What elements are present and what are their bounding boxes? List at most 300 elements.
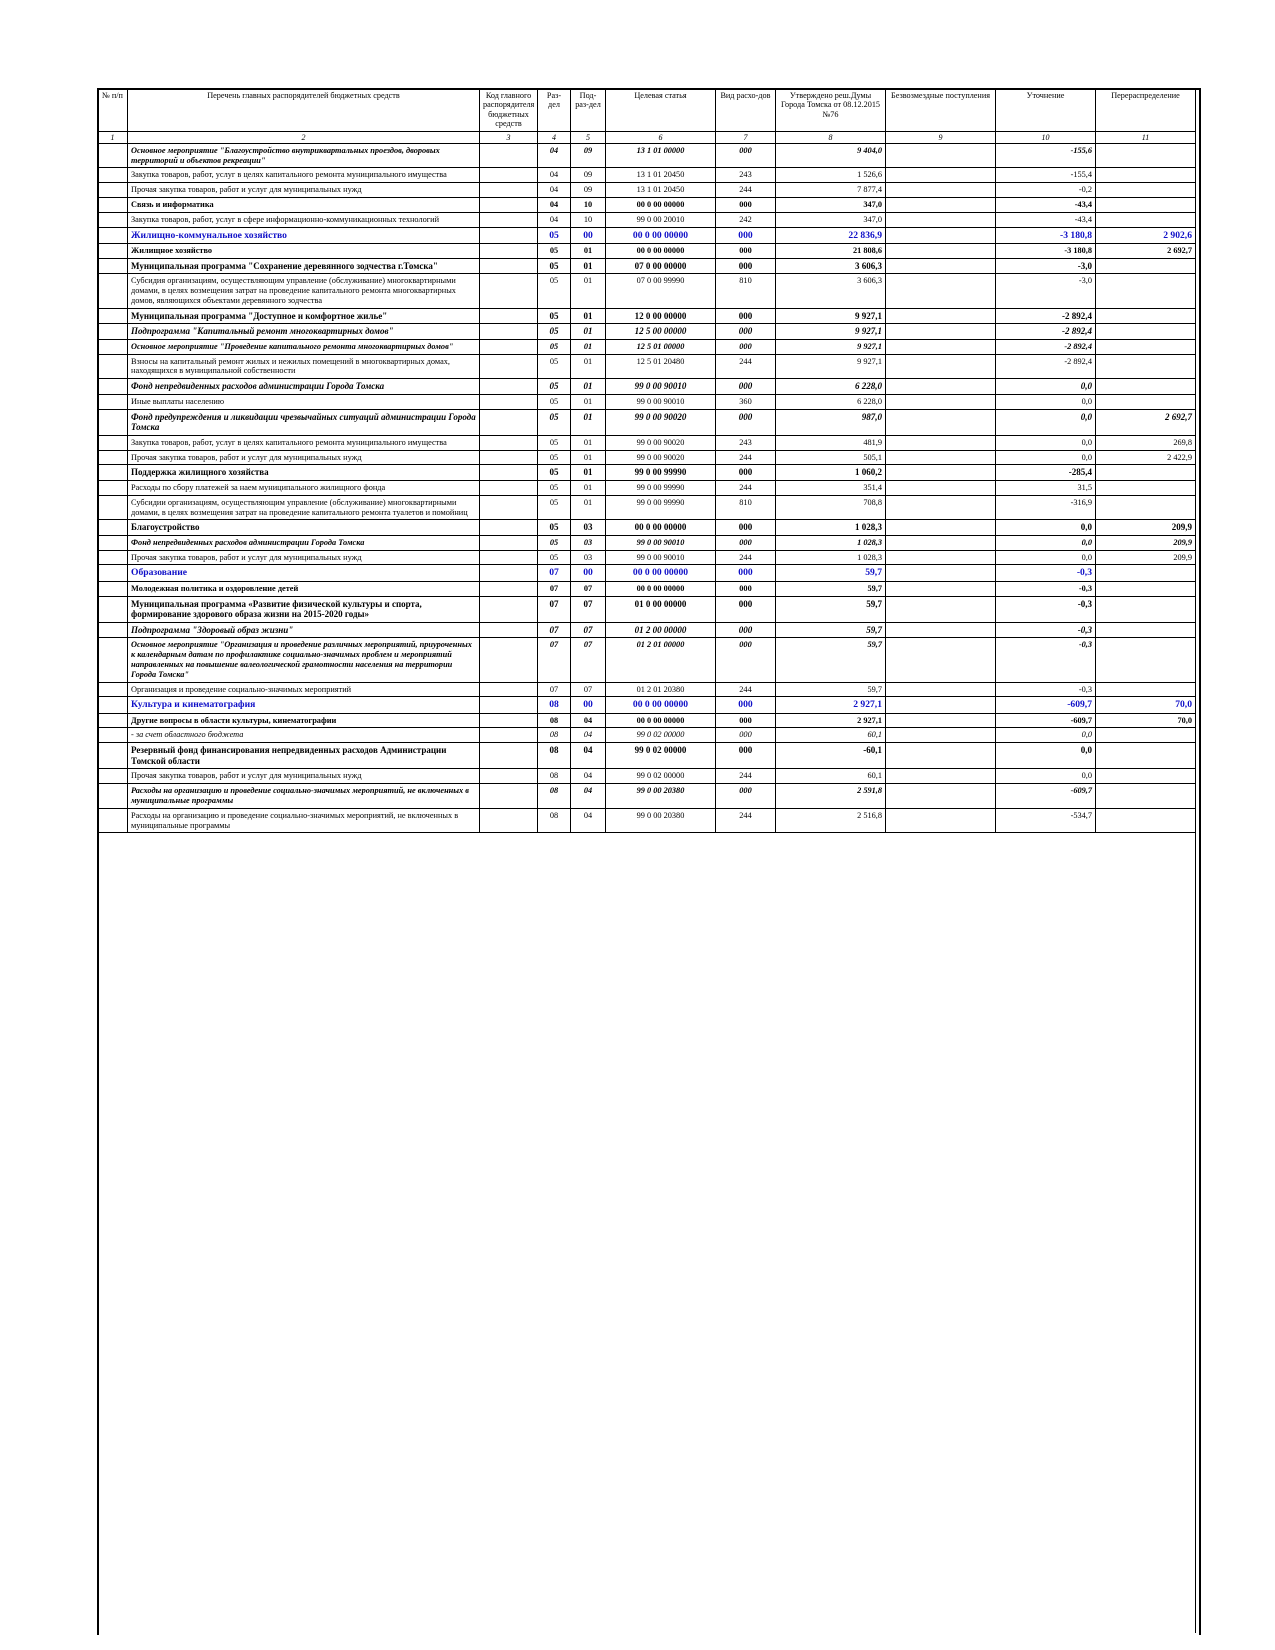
- cell-razdel: 05: [538, 435, 571, 450]
- cell-vid-rashodov: 000: [716, 465, 776, 481]
- cell-number: [98, 495, 128, 520]
- cell-kod: [480, 743, 538, 769]
- cell-utochnenie: -609,7: [996, 784, 1096, 809]
- cell-podrazdel: 10: [571, 198, 606, 213]
- cell-vid-rashodov: 000: [716, 258, 776, 274]
- cell-podrazdel: 01: [571, 258, 606, 274]
- cell-podrazdel: 03: [571, 520, 606, 536]
- cell-utverzhdeno: -60,1: [776, 743, 886, 769]
- cell-pereraspredelenie: 2 692,7: [1096, 409, 1196, 435]
- cell-number: [98, 274, 128, 308]
- cell-utochnenie: -0,3: [996, 596, 1096, 622]
- cell-pereraspredelenie: [1096, 480, 1196, 495]
- cell-bezvozmezdnye: [886, 638, 996, 682]
- cell-expense-name: Фонд предупреждения и ликвидации чрезвычайных ситуаций администрации Города Томска: [128, 409, 480, 435]
- cell-number: [98, 713, 128, 728]
- cell-kod: [480, 143, 538, 168]
- cell-expense-name: Расходы по сбору платежей за наем муниципального жилищного фонда: [128, 480, 480, 495]
- cell-kod: [480, 550, 538, 565]
- cell-pereraspredelenie: 209,9: [1096, 550, 1196, 565]
- cell-kod: [480, 379, 538, 395]
- cell-kod: [480, 495, 538, 520]
- cell-bezvozmezdnye: [886, 480, 996, 495]
- cell-razdel: 04: [538, 143, 571, 168]
- cell-bezvozmezdnye: [886, 713, 996, 728]
- cell-celevaya-statya: 99 0 02 00000: [606, 769, 716, 784]
- cell-utochnenie: -0,3: [996, 622, 1096, 638]
- cell-expense-name: Прочая закупка товаров, работ и услуг для муниципальных нужд: [128, 769, 480, 784]
- cell-celevaya-statya: 99 0 00 20380: [606, 808, 716, 833]
- cell-podrazdel: 01: [571, 495, 606, 520]
- cell-razdel: 05: [538, 495, 571, 520]
- table-row: [98, 565, 1196, 581]
- cell-number: [98, 480, 128, 495]
- cell-utochnenie: 0,0: [996, 535, 1096, 550]
- cell-number: [98, 550, 128, 565]
- cell-number: [98, 465, 128, 481]
- table-row: [98, 243, 1196, 258]
- cell-pereraspredelenie: [1096, 198, 1196, 213]
- cell-expense-name: Основное мероприятие "Благоустройство внутриквартальных проездов, дворовых территорий и объектов рекреации": [128, 143, 480, 168]
- cell-bezvozmezdnye: [886, 622, 996, 638]
- cell-pereraspredelenie: [1096, 596, 1196, 622]
- cell-pereraspredelenie: [1096, 339, 1196, 354]
- cell-bezvozmezdnye: [886, 808, 996, 833]
- cell-utochnenie: -0,3: [996, 565, 1096, 581]
- cell-vid-rashodov: 000: [716, 581, 776, 596]
- cell-utochnenie: -155,6: [996, 143, 1096, 168]
- cell-vid-rashodov: 243: [716, 168, 776, 183]
- cell-number: [98, 697, 128, 713]
- table-right-margin-line: [1195, 88, 1196, 1633]
- cell-utochnenie: 31,5: [996, 480, 1096, 495]
- cell-kod: [480, 713, 538, 728]
- cell-celevaya-statya: 99 0 02 00000: [606, 728, 716, 743]
- table-row: [98, 354, 1196, 379]
- cell-utverzhdeno: 9 927,1: [776, 339, 886, 354]
- cell-number: [98, 638, 128, 682]
- cell-podrazdel: 01: [571, 435, 606, 450]
- cell-utverzhdeno: 505,1: [776, 450, 886, 465]
- cell-pereraspredelenie: [1096, 769, 1196, 784]
- cell-pereraspredelenie: [1096, 324, 1196, 340]
- cell-pereraspredelenie: [1096, 168, 1196, 183]
- cell-pereraspredelenie: [1096, 808, 1196, 833]
- cell-podrazdel: 07: [571, 622, 606, 638]
- cell-razdel: 04: [538, 198, 571, 213]
- cell-pereraspredelenie: [1096, 354, 1196, 379]
- cell-kod: [480, 243, 538, 258]
- cell-expense-name: - за счет областного бюджета: [128, 728, 480, 743]
- cell-bezvozmezdnye: [886, 168, 996, 183]
- cell-celevaya-statya: 00 0 00 00000: [606, 697, 716, 713]
- cell-celevaya-statya: 99 0 00 20380: [606, 784, 716, 809]
- table-row: [98, 465, 1196, 481]
- table-row: [98, 581, 1196, 596]
- cell-expense-name: Прочая закупка товаров, работ и услуг для муниципальных нужд: [128, 450, 480, 465]
- cell-utverzhdeno: 59,7: [776, 638, 886, 682]
- table-row: [98, 808, 1196, 833]
- cell-expense-name: Муниципальная программа «Развитие физической культуры и спорта, формирование здорового образа жизни на 2015-2020 годы»: [128, 596, 480, 622]
- cell-kod: [480, 168, 538, 183]
- cell-celevaya-statya: 00 0 00 00000: [606, 581, 716, 596]
- cell-utochnenie: -43,4: [996, 212, 1096, 227]
- cell-vid-rashodov: 000: [716, 784, 776, 809]
- cell-number: [98, 743, 128, 769]
- header-cell-pereraspredelenie: Перераспределение: [1096, 89, 1196, 132]
- cell-celevaya-statya: 01 0 00 00000: [606, 596, 716, 622]
- cell-number: [98, 198, 128, 213]
- cell-podrazdel: 01: [571, 394, 606, 409]
- cell-celevaya-statya: 99 0 00 90010: [606, 550, 716, 565]
- cell-pereraspredelenie: [1096, 308, 1196, 324]
- cell-kod: [480, 212, 538, 227]
- table-row: [98, 622, 1196, 638]
- cell-pereraspredelenie: 209,9: [1096, 535, 1196, 550]
- cell-utochnenie: -3 180,8: [996, 243, 1096, 258]
- cell-razdel: 05: [538, 465, 571, 481]
- cell-podrazdel: 09: [571, 183, 606, 198]
- header-cell-name: Перечень главных распорядителей бюджетных средств: [128, 89, 480, 132]
- table-row: [98, 258, 1196, 274]
- cell-vid-rashodov: 000: [716, 339, 776, 354]
- cell-pereraspredelenie: [1096, 638, 1196, 682]
- cell-utverzhdeno: 59,7: [776, 622, 886, 638]
- cell-razdel: 05: [538, 520, 571, 536]
- cell-celevaya-statya: 12 5 00 00000: [606, 324, 716, 340]
- table-row: [98, 495, 1196, 520]
- cell-kod: [480, 596, 538, 622]
- cell-utverzhdeno: 9 927,1: [776, 324, 886, 340]
- cell-utochnenie: 0,0: [996, 450, 1096, 465]
- cell-bezvozmezdnye: [886, 354, 996, 379]
- budget-table: [97, 88, 1196, 833]
- cell-expense-name: Закупка товаров, работ, услуг в целях капитального ремонта муниципального имущества: [128, 168, 480, 183]
- cell-razdel: 07: [538, 622, 571, 638]
- cell-utochnenie: 0,0: [996, 743, 1096, 769]
- colnum-3: 3: [480, 131, 538, 143]
- cell-razdel: 05: [538, 535, 571, 550]
- cell-utverzhdeno: 347,0: [776, 198, 886, 213]
- table-body: [98, 143, 1196, 832]
- table-row: [98, 480, 1196, 495]
- cell-number: [98, 409, 128, 435]
- cell-podrazdel: 01: [571, 339, 606, 354]
- cell-kod: [480, 339, 538, 354]
- cell-podrazdel: 04: [571, 743, 606, 769]
- cell-kod: [480, 808, 538, 833]
- cell-celevaya-statya: 99 0 02 00000: [606, 743, 716, 769]
- cell-pereraspredelenie: [1096, 743, 1196, 769]
- table-row: [98, 638, 1196, 682]
- cell-kod: [480, 227, 538, 243]
- cell-utverzhdeno: 2 591,8: [776, 784, 886, 809]
- cell-celevaya-statya: 99 0 00 90010: [606, 535, 716, 550]
- cell-celevaya-statya: 00 0 00 00000: [606, 198, 716, 213]
- cell-celevaya-statya: 12 0 00 00000: [606, 308, 716, 324]
- cell-razdel: 07: [538, 638, 571, 682]
- colnum-1: 1: [98, 131, 128, 143]
- cell-podrazdel: 07: [571, 596, 606, 622]
- cell-expense-name: Фонд непредвиденных расходов администрации Города Томска: [128, 379, 480, 395]
- cell-kod: [480, 465, 538, 481]
- colnum-10: 10: [996, 131, 1096, 143]
- cell-vid-rashodov: 810: [716, 495, 776, 520]
- cell-celevaya-statya: 00 0 00 00000: [606, 243, 716, 258]
- cell-razdel: 05: [538, 227, 571, 243]
- cell-bezvozmezdnye: [886, 308, 996, 324]
- table-header: [98, 89, 1196, 144]
- cell-number: [98, 339, 128, 354]
- cell-razdel: 05: [538, 450, 571, 465]
- cell-bezvozmezdnye: [886, 769, 996, 784]
- cell-pereraspredelenie: 70,0: [1096, 697, 1196, 713]
- cell-pereraspredelenie: [1096, 565, 1196, 581]
- cell-utochnenie: 0,0: [996, 769, 1096, 784]
- cell-pereraspredelenie: [1096, 379, 1196, 395]
- cell-vid-rashodov: 244: [716, 480, 776, 495]
- cell-expense-name: Поддержка жилищного хозяйства: [128, 465, 480, 481]
- header-row: [98, 89, 1196, 132]
- cell-vid-rashodov: 000: [716, 535, 776, 550]
- cell-kod: [480, 354, 538, 379]
- cell-pereraspredelenie: [1096, 143, 1196, 168]
- cell-podrazdel: 01: [571, 308, 606, 324]
- cell-utverzhdeno: 3 606,3: [776, 274, 886, 308]
- cell-podrazdel: 07: [571, 682, 606, 697]
- cell-utochnenie: -2 892,4: [996, 324, 1096, 340]
- cell-podrazdel: 00: [571, 565, 606, 581]
- cell-kod: [480, 274, 538, 308]
- cell-expense-name: Жилищно-коммунальное хозяйство: [128, 227, 480, 243]
- cell-expense-name: Прочая закупка товаров, работ и услуг для муниципальных нужд: [128, 183, 480, 198]
- cell-number: [98, 258, 128, 274]
- table-row: [98, 550, 1196, 565]
- colnum-4: 4: [538, 131, 571, 143]
- cell-utochnenie: 0,0: [996, 728, 1096, 743]
- cell-razdel: 05: [538, 480, 571, 495]
- table-row: [98, 198, 1196, 213]
- cell-utochnenie: 0,0: [996, 435, 1096, 450]
- table-row: [98, 143, 1196, 168]
- cell-pereraspredelenie: [1096, 394, 1196, 409]
- cell-podrazdel: 04: [571, 808, 606, 833]
- cell-kod: [480, 450, 538, 465]
- cell-pereraspredelenie: [1096, 622, 1196, 638]
- cell-razdel: 08: [538, 697, 571, 713]
- cell-number: [98, 769, 128, 784]
- table-row: [98, 769, 1196, 784]
- cell-vid-rashodov: 000: [716, 565, 776, 581]
- cell-pereraspredelenie: [1096, 728, 1196, 743]
- cell-expense-name: Организация и проведение социально-значимых мероприятий: [128, 682, 480, 697]
- cell-bezvozmezdnye: [886, 339, 996, 354]
- cell-pereraspredelenie: [1096, 682, 1196, 697]
- cell-pereraspredelenie: [1096, 258, 1196, 274]
- cell-utverzhdeno: 987,0: [776, 409, 886, 435]
- table-row: [98, 308, 1196, 324]
- cell-vid-rashodov: 244: [716, 808, 776, 833]
- cell-podrazdel: 01: [571, 354, 606, 379]
- cell-utochnenie: -0,3: [996, 581, 1096, 596]
- cell-pereraspredelenie: [1096, 274, 1196, 308]
- cell-expense-name: Другие вопросы в области культуры, кинематографии: [128, 713, 480, 728]
- colnum-7: 7: [716, 131, 776, 143]
- cell-utverzhdeno: 2 927,1: [776, 697, 886, 713]
- cell-expense-name: Расходы на организацию и проведение социально-значимых мероприятий, не включенных в муниципальные программы: [128, 784, 480, 809]
- cell-expense-name: Закупка товаров, работ, услуг в сфере информационно-коммуникационных технологий: [128, 212, 480, 227]
- cell-utverzhdeno: 22 836,9: [776, 227, 886, 243]
- cell-utverzhdeno: 6 228,0: [776, 394, 886, 409]
- cell-pereraspredelenie: [1096, 465, 1196, 481]
- cell-number: [98, 354, 128, 379]
- table-row: [98, 409, 1196, 435]
- cell-number: [98, 324, 128, 340]
- cell-vid-rashodov: 000: [716, 622, 776, 638]
- cell-number: [98, 394, 128, 409]
- cell-utochnenie: 0,0: [996, 379, 1096, 395]
- cell-utverzhdeno: 347,0: [776, 212, 886, 227]
- cell-pereraspredelenie: [1096, 183, 1196, 198]
- cell-number: [98, 183, 128, 198]
- cell-number: [98, 784, 128, 809]
- cell-razdel: 05: [538, 308, 571, 324]
- cell-bezvozmezdnye: [886, 409, 996, 435]
- cell-utverzhdeno: 3 606,3: [776, 258, 886, 274]
- cell-podrazdel: 03: [571, 535, 606, 550]
- cell-pereraspredelenie: [1096, 581, 1196, 596]
- cell-utochnenie: -0,2: [996, 183, 1096, 198]
- cell-utverzhdeno: 481,9: [776, 435, 886, 450]
- cell-bezvozmezdnye: [886, 394, 996, 409]
- cell-bezvozmezdnye: [886, 520, 996, 536]
- cell-celevaya-statya: 00 0 00 00000: [606, 520, 716, 536]
- header-cell-podrazdel: Под-раз-дел: [571, 89, 606, 132]
- cell-number: [98, 520, 128, 536]
- cell-number: [98, 622, 128, 638]
- cell-utochnenie: -2 892,4: [996, 308, 1096, 324]
- cell-razdel: 08: [538, 769, 571, 784]
- cell-utverzhdeno: 59,7: [776, 581, 886, 596]
- cell-vid-rashodov: 000: [716, 308, 776, 324]
- cell-vid-rashodov: 244: [716, 354, 776, 379]
- cell-utochnenie: -155,4: [996, 168, 1096, 183]
- cell-bezvozmezdnye: [886, 258, 996, 274]
- cell-vid-rashodov: 000: [716, 324, 776, 340]
- cell-pereraspredelenie: [1096, 784, 1196, 809]
- cell-expense-name: Подпрограмма "Здоровый образ жизни": [128, 622, 480, 638]
- cell-expense-name: Подпрограмма "Капитальный ремонт многоквартирных домов": [128, 324, 480, 340]
- cell-pereraspredelenie: 209,9: [1096, 520, 1196, 536]
- cell-razdel: 07: [538, 581, 571, 596]
- cell-utverzhdeno: 1 060,2: [776, 465, 886, 481]
- table-row: [98, 697, 1196, 713]
- cell-razdel: 08: [538, 743, 571, 769]
- cell-vid-rashodov: 244: [716, 183, 776, 198]
- cell-utverzhdeno: 1 028,3: [776, 520, 886, 536]
- cell-utverzhdeno: 59,7: [776, 596, 886, 622]
- cell-vid-rashodov: 242: [716, 212, 776, 227]
- cell-utochnenie: -3,0: [996, 258, 1096, 274]
- cell-kod: [480, 394, 538, 409]
- cell-number: [98, 682, 128, 697]
- cell-podrazdel: 01: [571, 465, 606, 481]
- table-row: [98, 535, 1196, 550]
- cell-bezvozmezdnye: [886, 379, 996, 395]
- cell-bezvozmezdnye: [886, 435, 996, 450]
- cell-razdel: 05: [538, 409, 571, 435]
- cell-celevaya-statya: 99 0 00 20010: [606, 212, 716, 227]
- cell-celevaya-statya: 99 0 00 90020: [606, 409, 716, 435]
- cell-razdel: 05: [538, 258, 571, 274]
- cell-celevaya-statya: 12 5 01 20480: [606, 354, 716, 379]
- cell-utverzhdeno: 21 808,6: [776, 243, 886, 258]
- cell-razdel: 04: [538, 168, 571, 183]
- cell-bezvozmezdnye: [886, 565, 996, 581]
- cell-celevaya-statya: 99 0 00 90020: [606, 435, 716, 450]
- cell-vid-rashodov: 000: [716, 638, 776, 682]
- cell-razdel: 05: [538, 274, 571, 308]
- colnum-6: 6: [606, 131, 716, 143]
- cell-razdel: 05: [538, 394, 571, 409]
- cell-kod: [480, 183, 538, 198]
- cell-utverzhdeno: 2 516,8: [776, 808, 886, 833]
- table-row: [98, 227, 1196, 243]
- cell-podrazdel: 09: [571, 168, 606, 183]
- colnum-2: 2: [128, 131, 480, 143]
- table-row: [98, 520, 1196, 536]
- table-row: [98, 379, 1196, 395]
- cell-bezvozmezdnye: [886, 143, 996, 168]
- cell-celevaya-statya: 99 0 00 90010: [606, 379, 716, 395]
- cell-razdel: 05: [538, 243, 571, 258]
- cell-podrazdel: 01: [571, 243, 606, 258]
- cell-razdel: 05: [538, 339, 571, 354]
- table-row: [98, 183, 1196, 198]
- colnum-9: 9: [886, 131, 996, 143]
- cell-bezvozmezdnye: [886, 450, 996, 465]
- cell-utochnenie: -3 180,8: [996, 227, 1096, 243]
- cell-razdel: 05: [538, 324, 571, 340]
- cell-kod: [480, 435, 538, 450]
- cell-pereraspredelenie: [1096, 495, 1196, 520]
- cell-number: [98, 535, 128, 550]
- cell-pereraspredelenie: [1096, 212, 1196, 227]
- cell-kod: [480, 565, 538, 581]
- table-row: [98, 324, 1196, 340]
- cell-utverzhdeno: 351,4: [776, 480, 886, 495]
- cell-expense-name: Молодежная политика и оздоровление детей: [128, 581, 480, 596]
- cell-bezvozmezdnye: [886, 784, 996, 809]
- cell-razdel: 07: [538, 596, 571, 622]
- cell-kod: [480, 258, 538, 274]
- header-cell-bezvozmezdnye: Безвозмездные поступления: [886, 89, 996, 132]
- cell-expense-name: Основное мероприятие "Организация и проведение различных мероприятий, приуроченных к календарным датам по профилактике социально-значимых проблем и мероприятий направленных на повышение валеологической грамотности населения на территории Города Томска": [128, 638, 480, 682]
- cell-celevaya-statya: 01 2 00 00000: [606, 622, 716, 638]
- cell-celevaya-statya: 00 0 00 00000: [606, 713, 716, 728]
- cell-kod: [480, 622, 538, 638]
- cell-utochnenie: -2 892,4: [996, 339, 1096, 354]
- cell-utochnenie: 0,0: [996, 394, 1096, 409]
- cell-kod: [480, 697, 538, 713]
- cell-expense-name: Образование: [128, 565, 480, 581]
- cell-podrazdel: 01: [571, 379, 606, 395]
- cell-podrazdel: 10: [571, 212, 606, 227]
- cell-number: [98, 581, 128, 596]
- cell-number: [98, 728, 128, 743]
- cell-vid-rashodov: 810: [716, 274, 776, 308]
- cell-expense-name: Культура и кинематография: [128, 697, 480, 713]
